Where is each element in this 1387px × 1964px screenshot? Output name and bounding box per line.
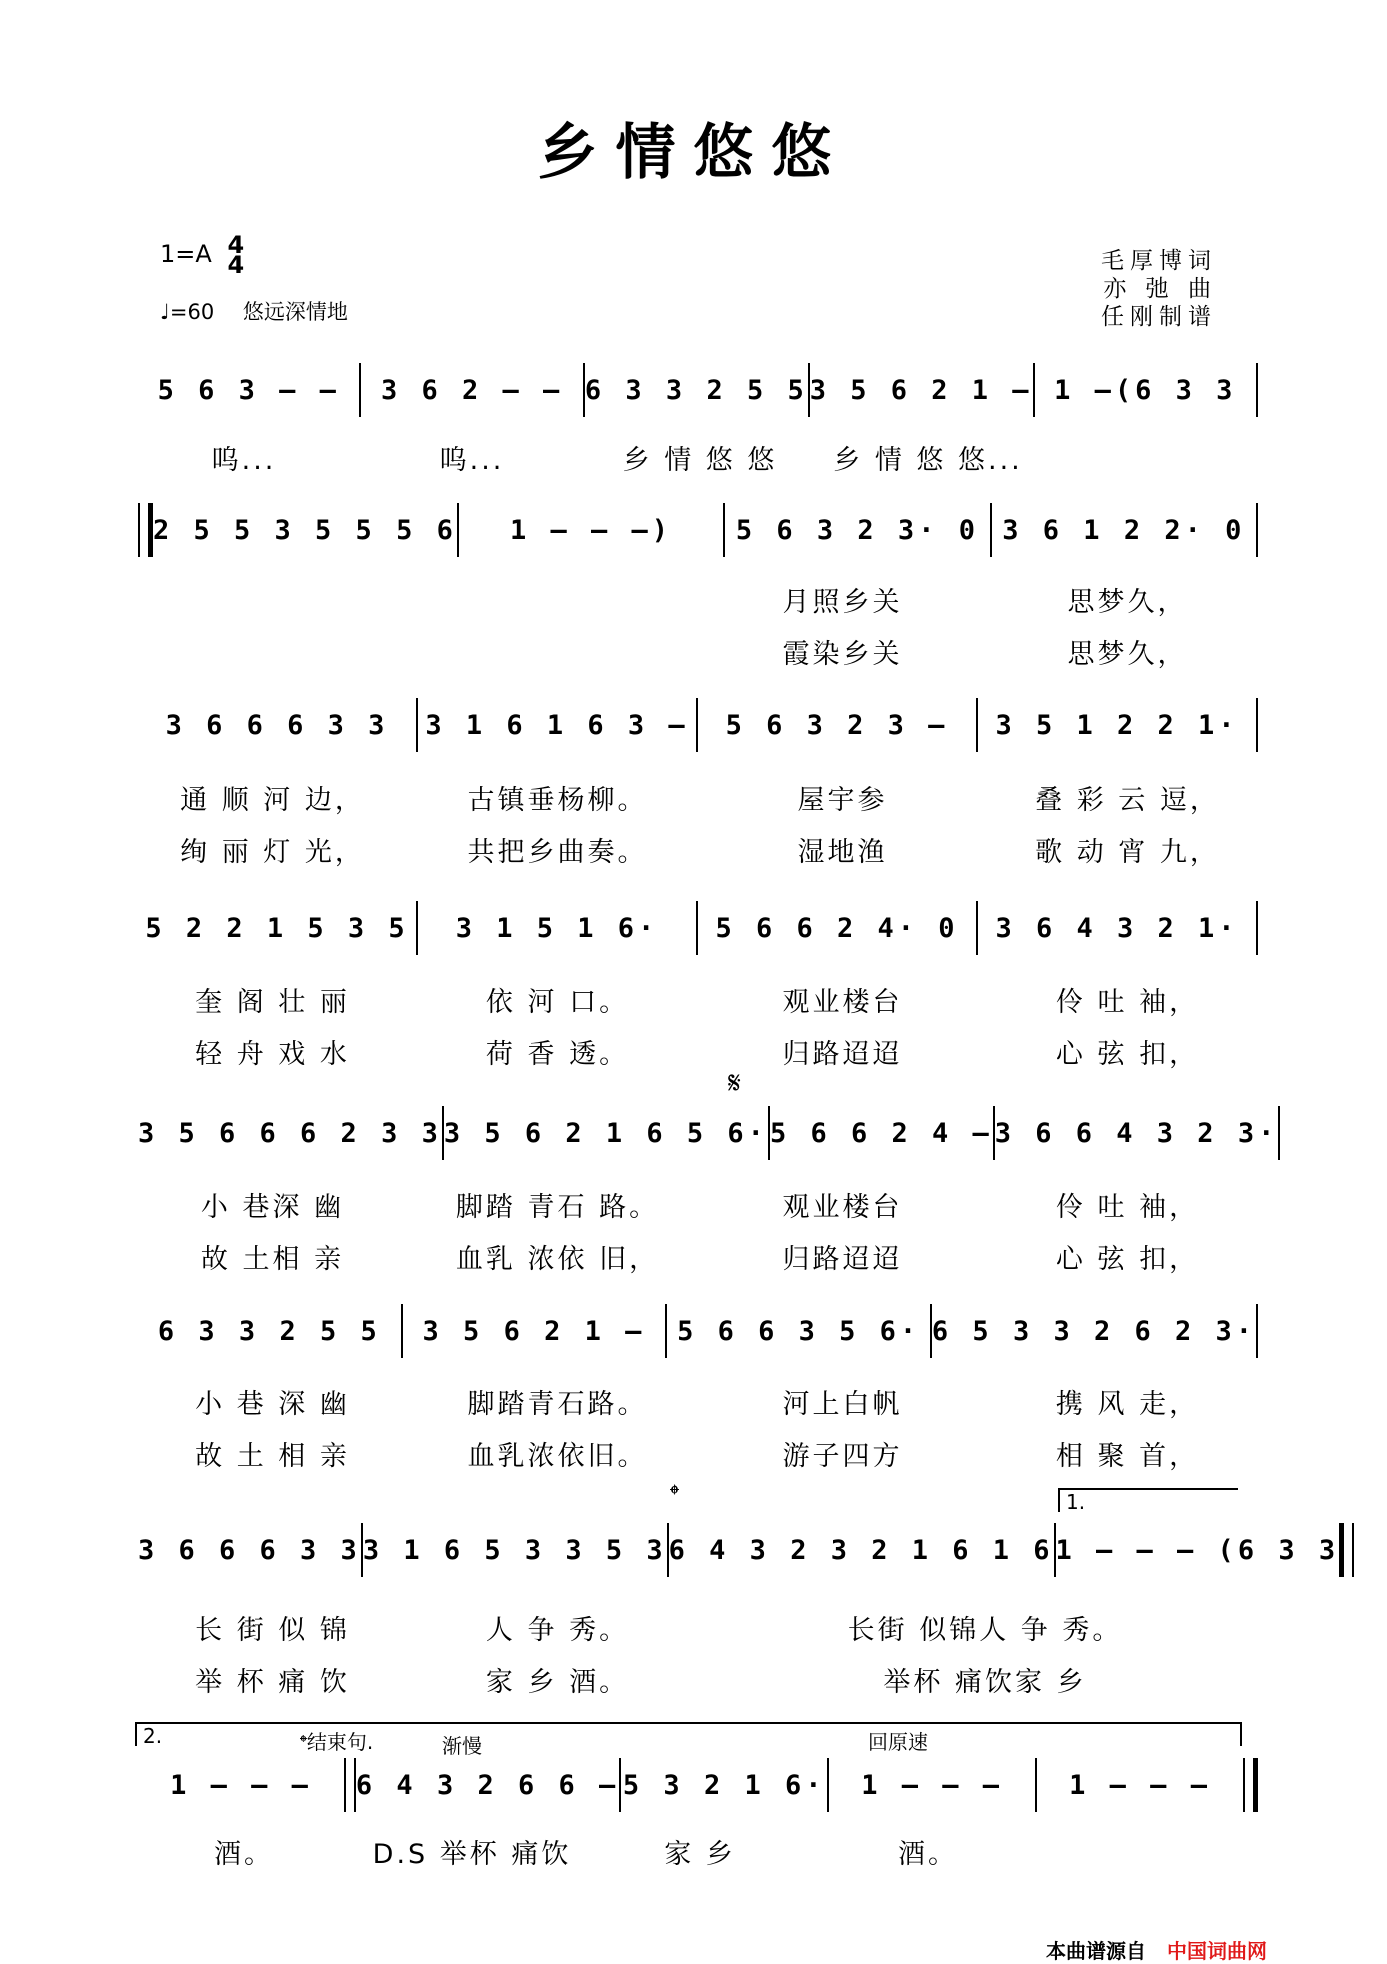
a-tempo-marking: 回原速 [868,1730,928,1754]
lyric: 河上白帆 [782,1389,903,1420]
measure: 6 3 3 2 5 5 [584,374,808,406]
measure: 5 6 6 2 4· 0 [715,912,959,944]
measure: 2 5 5 3 5 5 5 6 [153,514,457,546]
lyric: 酒。 [214,1839,274,1870]
tempo-marking: ♩=60 [160,300,215,324]
ending-2-label: 2. [143,1724,163,1748]
staff-row-8 [138,1750,1258,1820]
repeat-start-barline [138,503,153,557]
key-signature [160,231,245,279]
source-site-link[interactable]: 中国词曲网 [1167,1939,1267,1963]
lyric: 长街 似锦人 争 秀。 [847,1615,1123,1646]
lyric-line [130,778,1270,817]
measure: 1 – – – [1069,1769,1211,1801]
lyric: 通 顺 河 边， [180,785,365,816]
measure: 3 1 5 1 6· [455,912,659,944]
staff-row-3 [138,690,1258,760]
lyric: 呜... [439,445,505,476]
lyric: 乡 情 悠 悠... [833,445,1023,476]
lyric: 心 弦 扣， [1055,1244,1200,1275]
lyric: 古镇垂杨柳。 [467,785,648,816]
staff-row-5 [138,1098,1279,1168]
lyric: 归路迢迢 [782,1244,903,1275]
lyric-line [130,830,1270,869]
lyric-line [130,1832,1270,1871]
lyric: 霞染乡关 [782,639,903,670]
lyric-line [130,580,1270,619]
barline [1256,698,1258,752]
time-bottom: 4 [227,251,245,279]
lyric-line [130,1185,1270,1224]
measure: 3 6 4 3 2 1· [995,912,1239,944]
lyric: 呜... [211,445,277,476]
lyric: 携 风 走， [1055,1389,1200,1420]
measure: 5 2 2 1 5 3 5 [145,912,409,944]
lyric: 思梦久， [1067,639,1188,670]
lyric-line [130,1660,1270,1699]
measure: 5 6 3 – – [157,374,340,406]
lyric: 血乳 浓依 旧， [455,1244,660,1275]
lyric: 家 乡 [664,1839,736,1870]
lyric-line [130,1434,1270,1473]
lyric [415,580,700,619]
lyricist-credit: 毛厚博词 [1101,248,1217,274]
measure: 3 5 6 6 6 2 3 3 [138,1117,442,1149]
lyric [1042,438,1270,477]
lyric: 家 乡 酒。 [485,1667,630,1698]
source-prefix: 本曲谱源自 [1046,1939,1147,1963]
lyric: 观业楼台 [782,987,903,1018]
composer-credit: 亦 弛 曲 [1103,276,1217,302]
staff-row-1 [138,355,1258,425]
barline [1256,363,1258,417]
measure: 1 –(6 3 3 [1054,374,1237,406]
measure: 3 6 6 6 3 3 [138,1534,361,1566]
lyric: 脚踏 青石 路。 [455,1192,660,1223]
lyric: 绚 丽 灯 光， [180,837,365,868]
coda-sign: 𝄌 [670,1480,679,1510]
measure: 6 5 3 3 2 6 2 3· [931,1315,1257,1347]
lyric: 荷 香 透。 [485,1039,630,1070]
lyric: 心 弦 扣， [1055,1039,1200,1070]
lyric: 轻 舟 戏 水 [195,1039,350,1070]
song-title: 乡情悠悠 [537,118,850,188]
lyric [130,632,415,671]
barline [1256,1304,1258,1358]
lyric: 人 争 秀。 [485,1615,630,1646]
measure: 1 – – – [170,1769,312,1801]
repeat-end-barline [1339,1523,1354,1577]
lyric-line [130,1382,1270,1421]
first-ending-bracket [1058,1488,1238,1512]
double-barline [344,1758,356,1812]
lyric: 歌 动 宵 九， [1035,837,1220,868]
measure: 5 6 3 2 3 – [725,709,949,741]
measure: 3 5 6 2 1 – [422,1315,646,1347]
lyric: 叠 彩 云 逗， [1035,785,1220,816]
lyric: D.S 举杯 痛饮 [372,1839,572,1870]
lyric: 血乳浓依旧。 [467,1441,648,1472]
time-signature [227,231,245,279]
lyric: 乡 情 悠 悠 [622,445,778,476]
measure: 1 – – – (6 3 3 [1055,1534,1340,1566]
lyric: 观业楼台 [782,1192,903,1223]
staff-row-6 [138,1296,1258,1366]
staff-row-4 [138,893,1258,963]
measure: 5 6 3 2 3· 0 [735,514,979,546]
arranger-credit: 任刚制谱 [1101,304,1217,330]
lyric: 游子四方 [782,1441,903,1472]
lyric: 长 街 似 锦 [195,1615,350,1646]
lyric: 小 巷深 幽 [200,1192,345,1223]
barline [1278,1106,1280,1160]
lyric-line [130,1608,1270,1647]
ending-1-label: 1. [1066,1490,1086,1514]
lyric-line [130,1237,1270,1276]
lyric: 举 杯 痛 饮 [195,1667,350,1698]
lyric: 共把乡曲奏。 [467,837,648,868]
lyric: 伶 吐 袖， [1055,1192,1200,1223]
tempo-line [160,296,348,326]
segno-sign: 𝄋 [728,1066,741,1101]
measure: 3 5 6 2 1 – [809,374,1033,406]
lyric [415,632,700,671]
lyric: 举杯 痛饮家 乡 [883,1667,1087,1698]
lyric: 归路迢迢 [782,1039,903,1070]
measure: 3 6 1 2 2· 0 [1002,514,1246,546]
measure: 5 6 6 3 5 6· [677,1315,921,1347]
measure: 5 6 6 2 4 – [769,1117,993,1149]
measure: 3 1 6 5 3 3 5 3 [362,1534,667,1566]
lyric: 奎 阁 壮 丽 [195,987,350,1018]
lyric-line [130,980,1270,1019]
staff-row-2 [138,495,1258,565]
staff-row-7 [138,1515,1340,1585]
barline [1256,901,1258,955]
ritardando-marking: 渐慢 [442,1734,482,1758]
lyric: 小 巷 深 幽 [195,1389,350,1420]
lyric: 依 河 口。 [485,987,630,1018]
lyric-line [130,438,1270,477]
lyric-line [130,1032,1270,1071]
coda-text: 结束句. [306,1730,374,1754]
lyric: 脚踏青石路。 [467,1389,648,1420]
lyric: 酒。 [898,1839,958,1870]
final-barline [1243,1758,1258,1812]
measure: 3 6 2 – – [381,374,564,406]
measure: 3 6 6 4 3 2 3· [994,1117,1279,1149]
key-label: 1=A [160,240,212,268]
measure: 1 – – – [861,1769,1004,1801]
measure: 6 3 3 2 5 5 [157,1315,381,1347]
lyric: 故 土 相 亲 [195,1441,350,1472]
coda-sign: 𝄌 [300,1730,307,1754]
lyric: 月照乡关 [782,587,903,618]
lyric: 故 土相 亲 [200,1244,345,1275]
lyric: 思梦久， [1067,587,1188,618]
measure: 3 1 6 1 6 3 – [425,709,689,741]
lyric: 湿地渔 [797,837,888,868]
measure: 3 6 6 6 3 3 [165,709,389,741]
lyric: 相 聚 首， [1055,1441,1200,1472]
expression-marking: 悠远深情地 [242,300,348,324]
measure: 6 4 3 2 3 2 1 6 1 6 [668,1534,1054,1566]
barline [1256,503,1258,557]
measure: 1 – – –) [510,514,673,546]
measure: 6 4 3 2 6 6 – [355,1769,620,1801]
time-top: 4 [227,231,245,259]
lyric [1042,1832,1270,1871]
measure: 3 5 6 2 1 6 5 6· [443,1117,768,1149]
measure: 5 3 2 1 6· [622,1769,826,1801]
source-credit [1046,1935,1267,1964]
lyric-line [130,632,1270,671]
lyric: 伶 吐 袖， [1055,987,1200,1018]
lyric [130,580,415,619]
lyric: 屋宇参 [797,785,888,816]
measure: 3 5 1 2 2 1· [995,709,1239,741]
